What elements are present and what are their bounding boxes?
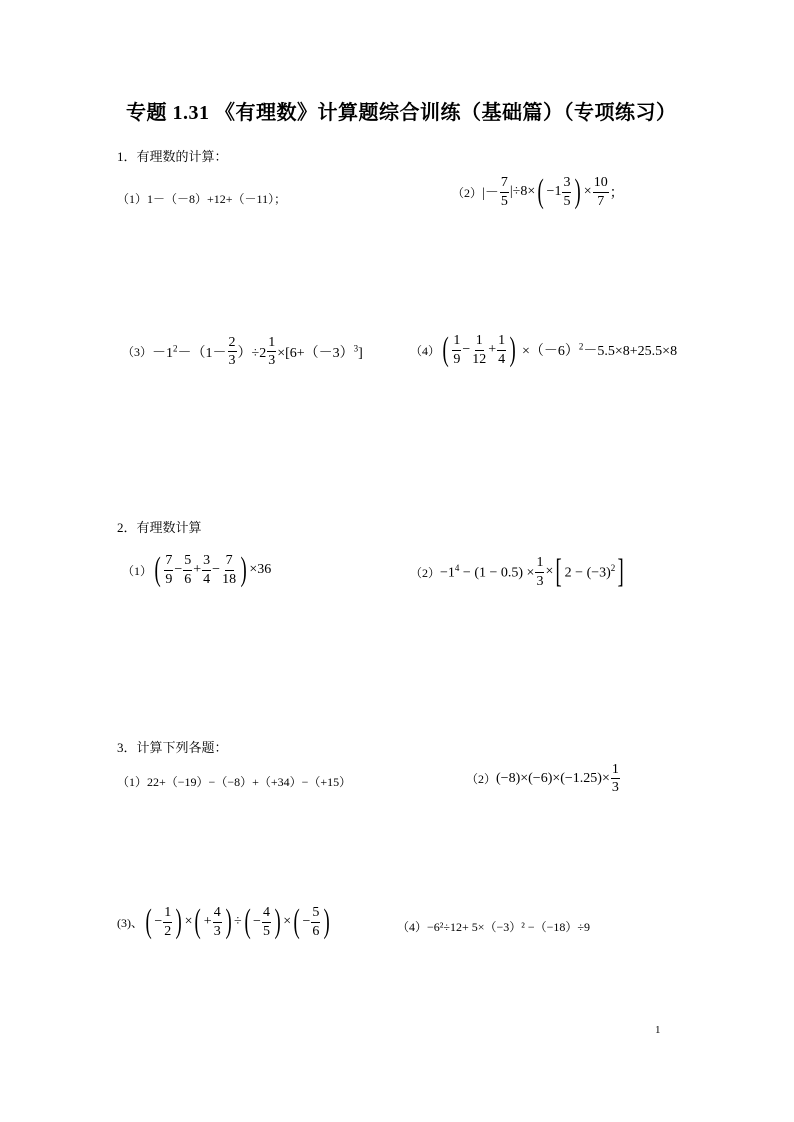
problem-1-3: （3） $-1^2-(1-$ $\frac{2}{3}$ ）÷2 $\frac{1}{3}$ $\times[6+(-3)^3]$ [122,335,363,369]
problem-label: (3)、 [117,915,143,930]
problem-label: （1） [117,192,148,206]
problem-2-1: （1） ( $\frac{7}{9}$ − $\frac{5}{6}$ + $\frac{3}{4}$ − $\frac{7}{18}$ ) ×36 [122,551,272,588]
problem-label: （4） [397,920,428,934]
problem-label: （3） [122,345,153,360]
problem-label: （4） [410,343,441,358]
problem-label: （2） [410,565,441,580]
section-2-heading: 2．有理数计算 [117,520,202,535]
problem-1-2: （2） |－ $\frac{7}{5}$ |÷8× ( −1 $\frac{3}{5}$ ) × $\frac{10}{7}$ ； [452,173,624,210]
page-title: 专题 1.31 《有理数》计算题综合训练（基础篇）（专项练习） [126,102,677,124]
problem-label: （2） [466,772,497,787]
section-1-heading: 1．有理数的计算： [117,149,228,164]
problem-expression: 1－（－8）+12+（－11）； [147,192,287,206]
problem-label: （1） [117,775,148,789]
section-3-heading: 3．计算下列各题： [117,740,228,755]
problem-1-4: （4） ( $\frac{1}{9}$ − $\frac{1}{12}$ + $\frac{1}{4}$ ) $\times(-6)^2-5.5\times 8+25.5\times 8$ [410,331,678,368]
problem-expression: −6²÷12+ 5×（−3）² −（−18）÷9 [427,920,590,934]
problem-1-1 [117,190,286,207]
problem-label: （2） [452,185,483,200]
problem-3-2: （2） (−8)×(−6)×(−1.25)× $\frac{1}{3}$ [466,762,619,796]
problem-2-2: （2） $-1^4 - (1 - 0.5)$ × $\frac{1}{3}$ × [ $2 - (-3)^2$ ] [410,553,625,590]
problem-3-4 [397,918,590,935]
problem-label: （1） [122,563,153,578]
page-number: 1 [655,1024,661,1036]
problem-expression: 22+（−19）−（−8）+（+34）−（+15） [147,775,352,789]
problem-3-1 [117,773,351,790]
problem-3-3: (3)、 ( − $\frac{1}{2}$ ) × ( + $\frac{4}{3}$ ) ÷ ( − $\frac{4}{5}$ ) × ( − $\frac{5}{6}$ ) [117,903,331,940]
